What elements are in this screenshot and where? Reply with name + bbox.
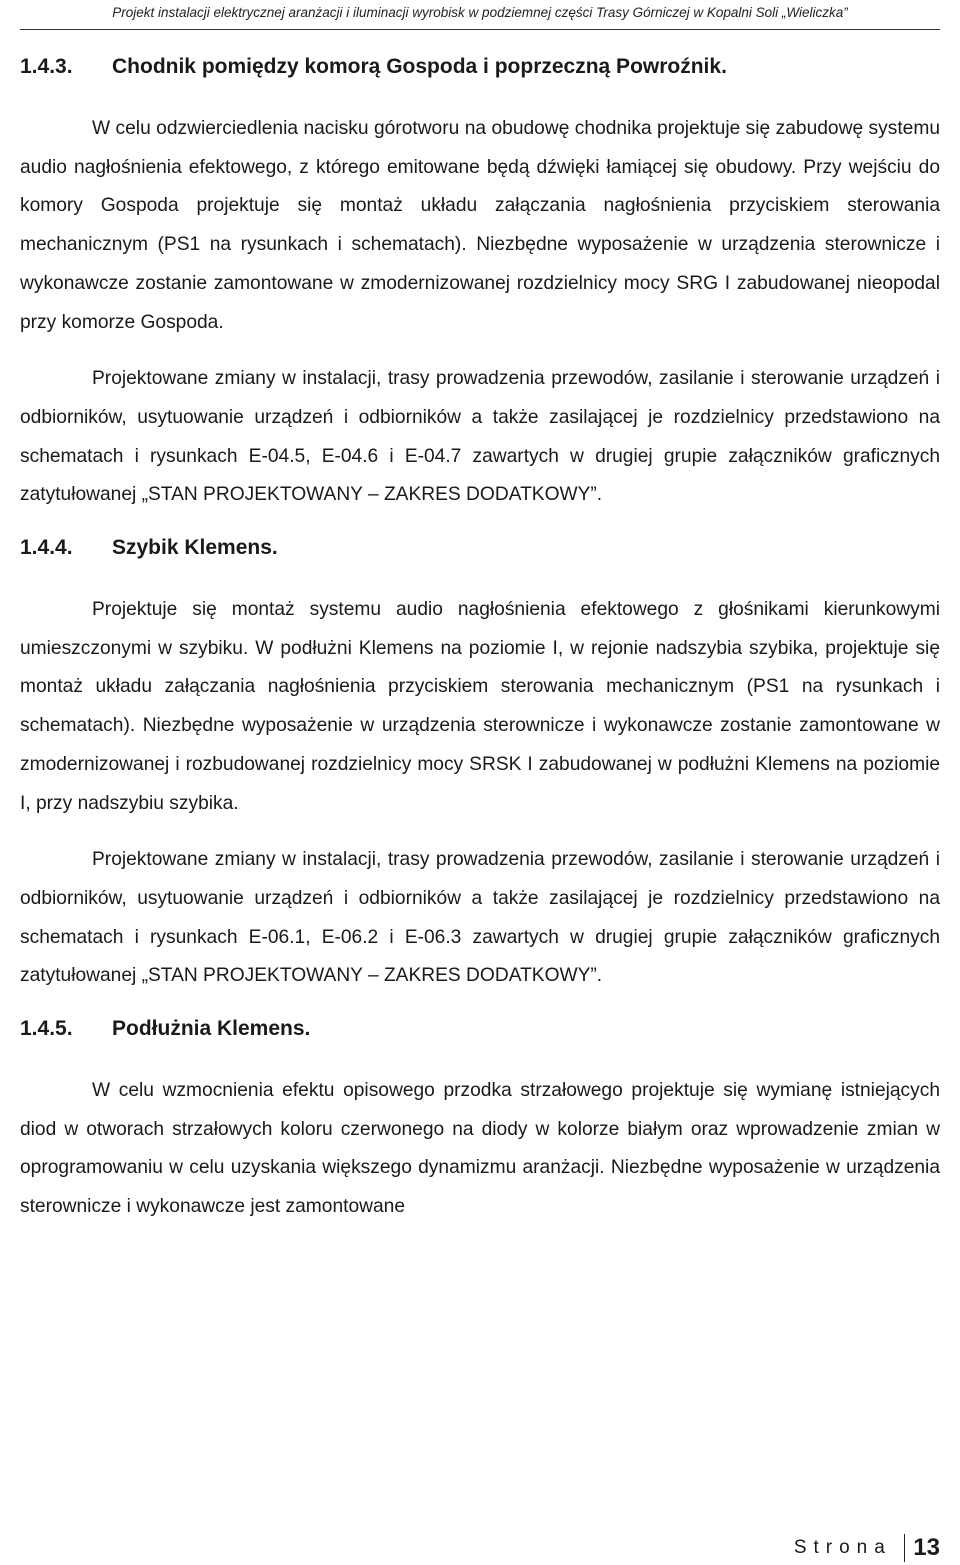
section-heading: [20, 1014, 940, 1044]
paragraph: W celu odzwierciedlenia nacisku górotworu na obudowę chodnika projektuje się zabudowę systemu audio nagłośnienia efektowego, z którego emitowane będą dźwięki łamiącej się obudowy. Przy wejściu do komory Gospoda projektuje się montaż układu załączania nagłośnienia przyciskiem sterowania mechanicznym (PS1 na rysunkach i schematach). Niezbędne wyposażenie w urządzenia sterownicze i wykonawcze zostanie zamontowane w zmodernizowanej rozdzielnicy mocy SRG I zabudowanej nieopodal przy komorze Gospoda.: [20, 118, 940, 333]
section-number: 1.4.4.: [20, 536, 73, 560]
paragraph: Projektowane zmiany w instalacji, trasy prowadzenia przewodów, zasilanie i sterowanie urządzeń i odbiorników, usytuowanie urządzeń i odbiorników a także zasilającej je rozdzielnicy przedstawiono na schematach i rysunkach E-04.5, E-04.6 i E-04.7 zawartych w drugiej grupie załączników graficznych zatytułowanej „STAN PROJEKTOWANY – ZAKRES DODATKOWY”.: [20, 368, 940, 506]
header-divider: [20, 29, 940, 30]
section-number: 1.4.5.: [20, 1017, 73, 1041]
section-heading: [20, 52, 940, 82]
header-title: Projekt instalacji elektrycznej aranżacji i iluminacji wyrobisk w podziemnej części Trasy Górniczej w Kopalni Soli „Wieliczka”: [112, 5, 848, 20]
section-heading: [20, 533, 940, 563]
page-footer: [794, 1532, 940, 1564]
page-number: 13: [913, 1534, 940, 1561]
section-title: Podłużnia Klemens.: [112, 1017, 311, 1041]
section-1-4-4: [20, 533, 940, 996]
section-title: Szybik Klemens.: [112, 536, 278, 560]
footer-divider: [904, 1534, 906, 1562]
page-header: [0, 4, 960, 34]
paragraph: W celu wzmocnienia efektu opisowego przodka strzałowego projektuje się wymianę istniejących diod w otworach strzałowych koloru czerwonego na diody w kolorze białym oraz wprowadzenie zmian w oprogramowaniu w celu uzyskania większego dynamizmu aranżacji. Niezbędne wyposażenie w urządzenia sterownicze i wykonawcze jest zamontowane: [20, 1080, 940, 1218]
paragraph: Projektowane zmiany w instalacji, trasy prowadzenia przewodów, zasilanie i sterowanie urządzeń i odbiorników, usytuowanie urządzeń i odbiorników a także zasilającej je rozdzielnicy przedstawiono na schematach i rysunkach E-06.1, E-06.2 i E-06.3 zawartych w drugiej grupie załączników graficznych zatytułowanej „STAN PROJEKTOWANY – ZAKRES DODATKOWY”.: [20, 849, 940, 987]
section-1-4-5: [20, 1014, 940, 1227]
section-number: 1.4.3.: [20, 55, 73, 78]
section-1-4-3: [20, 52, 940, 515]
section-title: Chodnik pomiędzy komorą Gospoda i poprzeczną Powroźnik.: [112, 55, 727, 78]
page-label: Strona: [793, 1537, 892, 1558]
paragraph: Projektuje się montaż systemu audio nagłośnienia efektowego z głośnikami kierunkowymi umieszczonymi w szybiku. W podłużni Klemens na poziomie I, w rejonie nadszybia szybika, projektuje się montaż układu załączania nagłośnienia przyciskiem sterowania mechanicznym (PS1 na rysunkach i schematach). Niezbędne wyposażenie w urządzenia sterownicze i wykonawcze zostanie zamontowane w zmodernizowanej i rozbudowanej rozdzielnicy mocy SRSK I zabudowanej w podłużni Klemens na poziomie I, przy nadszybiu szybika.: [20, 599, 940, 814]
document-body: [20, 52, 940, 1245]
